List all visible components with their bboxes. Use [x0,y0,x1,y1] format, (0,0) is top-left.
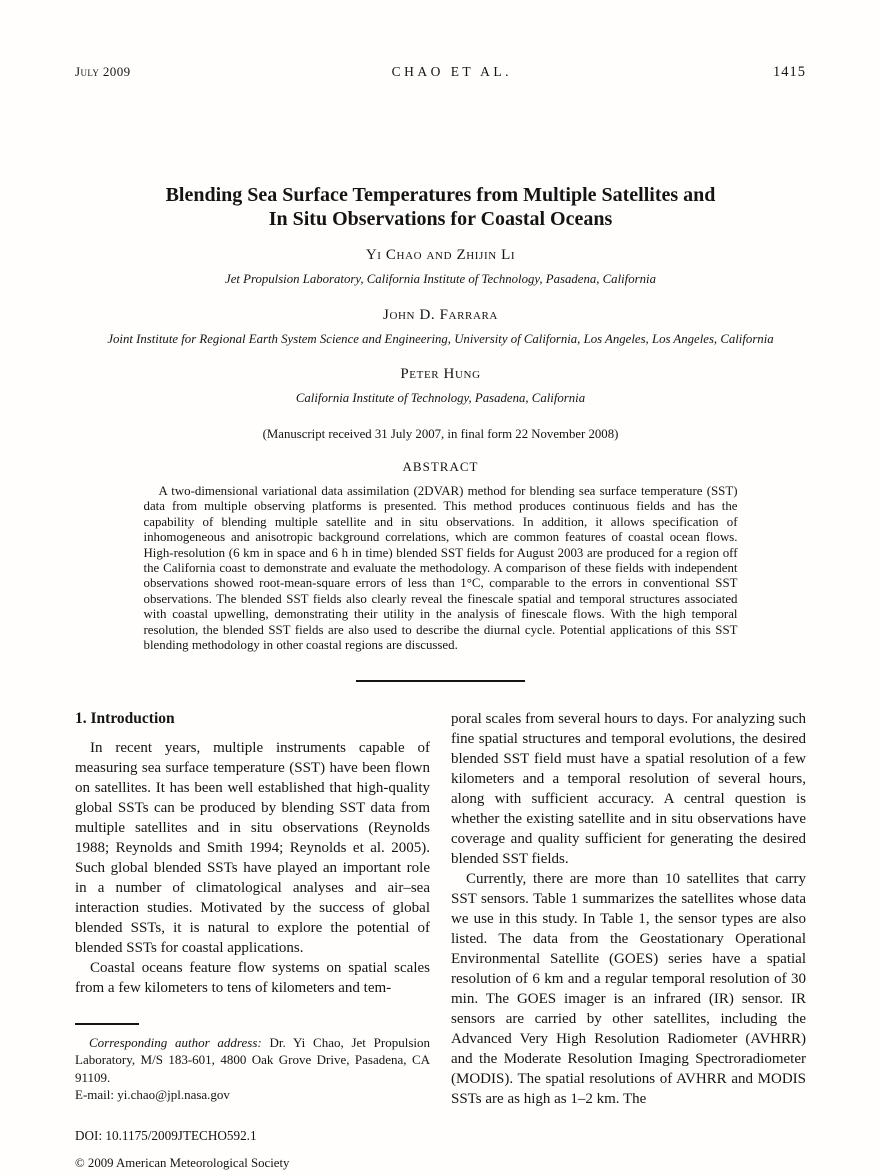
article-title-line1: Blending Sea Surface Temperatures from Multiple Satellites and [165,184,716,206]
continuation-paragraph-2: Currently, there are more than 10 satellites that carry SST sensors. Table 1 summarizes the satellites whose data we use in this study. In Table 1, the sensor types are also listed. The data from the Geostationary Operational Environmental Satellite (GOES) series have a spatial resolution of 6 km and a regular temporal resolution of 30 min. The GOES imager is an infrared (IR) sensor. IR sensors are carried by other satellites, including the Advanced Very High Resolution Radiometer (AVHRR) and the Moderate Resolution Imaging Spectroradiometer (MODIS). The spatial resolutions of AVHRR and MODIS SSTs are as high as 1–2 km. The [451,871,806,1108]
running-head-authors: CHAO ET AL. [391,64,512,79]
author-names-group3: Peter Hung [400,366,481,382]
corresponding-author-text [75,1034,430,1086]
two-column-body [75,709,806,1171]
page-number: 1415 [773,64,806,80]
intro-paragraph-1: In recent years, multiple instruments capable of measuring sea surface temperature (SST) have been flown on satellites. It has been well established that high-quality global SSTs can be produced by blending SST data from multiple satellites and in situ observations (Reynolds 1988; Reynolds and Smith 1994; Reynolds et al. 2005). Such global blended SSTs have played an important role in a number of climatological analyses and air–sea interaction studies. Motivated by the success of global blended SSTs, it is natural to explore the potential of blended SSTs for coastal applications. [75,740,430,957]
continuation-paragraph-1: poral scales from several hours to days. For analyzing such fine spatial structures and temporal evolutions, the desired blended SST field must have a spatial resolution of a few kilometers and a temporal resolution of several hours, along with sufficient accuracy. A central question is whether the existing satellite and in situ observations have coverage and quality sufficient for generating the desired blended SST fields. [451,711,806,868]
intro-paragraph-2: Coastal oceans feature flow systems on spatial scales from a few kilometers to tens of kilometers and tem- [75,960,430,997]
footnote-rule [75,1023,139,1025]
doi-line: DOI: 10.1175/2009JTECHO592.1 [75,1128,257,1144]
journal-issue-date: July 2009 [75,64,131,79]
author-names-group1: Yi Chao and Zhijin Li [365,247,516,263]
author-affiliation-group1: Jet Propulsion Laboratory, California Institute of Technology, Pasadena, California [225,272,656,286]
running-header [75,64,806,81]
manuscript-received-note: (Manuscript received 31 July 2007, in final form 22 November 2008) [262,427,619,441]
copyright-line: © 2009 American Meteorological Society [75,1156,290,1171]
section-heading-introduction: 1. Introduction [75,710,175,728]
corresponding-author-label: Corresponding author address: [89,1034,262,1050]
author-names-group2: John D. Farrara [383,307,498,323]
corresponding-author-address: Dr. Yi Chao, Jet Propulsion Laboratory, M/S 183-601, 4800 Oak Grove Drive, Pasadena, CA 91109. [75,1034,430,1085]
section-divider-rule [356,680,525,682]
right-column [451,709,806,1171]
author-affiliation-group3: California Institute of Technology, Pasadena, California [295,391,586,405]
author-affiliation-group2: Joint Institute for Regional Earth System Science and Engineering, University of California, Los Angeles, Los Angeles, California [107,332,774,346]
left-column [75,709,430,1171]
email-line: E-mail: yi.chao@jpl.nasa.gov [75,1086,230,1102]
article-title-line2: In Situ Observations for Coastal Oceans [268,207,613,230]
article-title [75,184,806,231]
abstract-heading: ABSTRACT [402,459,479,474]
corresponding-author-footnote [75,1034,430,1103]
abstract-text: A two-dimensional variational data assimilation (2DVAR) method for blending sea surface temperature (SST) data from multiple observing platforms is presented. This method produces continuous fields and has the capability of blending multiple satellite and in situ observations. In addition, it allows specification of inhomogeneous and anisotropic background correlations, which are common features of coastal ocean flows. High-resolution (6 km in space and 6 h in time) blended SST fields for August 2003 are produced for a region off the California coast to demonstrate and evaluate the methodology. A comparison of these fields with independent observations showed root-mean-square errors of less than 1°C, comparable to the errors in conventional SST observations. The blended SST fields also clearly reveal the finescale spatial and temporal structures associated with coastal upwelling, demonstrating their utility in the analysis of finescale flows. With the high temporal resolution, the blended SST fields are also used to describe the diurnal cycle. Potential applications of this SST blending methodology in other coastal regions are discussed. [143,484,738,653]
